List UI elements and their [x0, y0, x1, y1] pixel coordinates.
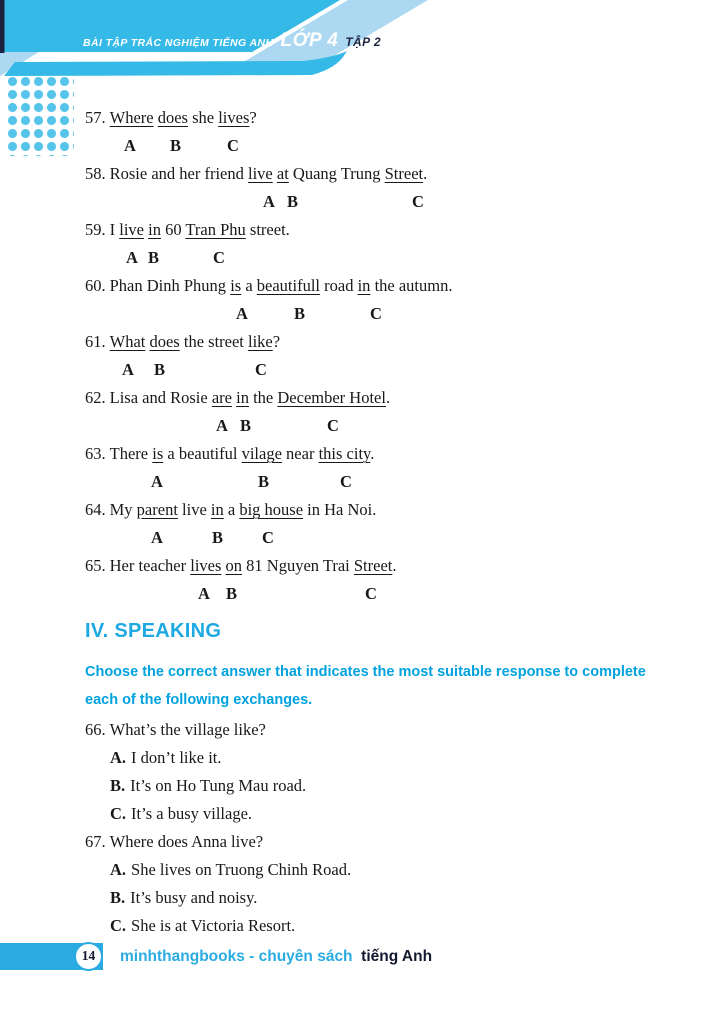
answer-option: [0, 856, 725, 884]
text-segment: 60: [160, 220, 186, 239]
navy-edge-strip: [0, 0, 5, 53]
answer-marker-c: C: [262, 528, 274, 547]
underlined-word: Tran Phu: [185, 220, 246, 239]
answer-marker-row: [0, 412, 725, 440]
answer-marker-a: A: [126, 248, 138, 267]
option-text: It’s a busy village.: [131, 804, 253, 823]
answer-marker-b: B: [240, 416, 252, 435]
text-segment: Her teacher: [109, 556, 191, 575]
text-segment: I: [109, 220, 120, 239]
answer-option: [0, 800, 725, 828]
answer-marker-b: B: [287, 192, 299, 211]
question-text: [85, 384, 390, 412]
text-segment: she: [187, 108, 219, 127]
text-segment: Lisa and Rosie: [109, 388, 212, 407]
answer-marker-row: [0, 188, 725, 216]
answer-marker-a: A: [122, 360, 134, 379]
answer-marker-row: [0, 300, 725, 328]
answer-marker-c: C: [370, 304, 382, 323]
underlined-word: in: [210, 500, 224, 519]
text-segment: Rosie and her friend: [109, 164, 248, 183]
question-number: 61.: [85, 332, 106, 351]
text-segment: Quang Trung: [288, 164, 385, 183]
answer-marker-row: [0, 132, 725, 160]
question-text: Where does Anna live?: [109, 832, 264, 851]
answer-marker-a: A: [263, 192, 275, 211]
option-label: C.: [110, 804, 127, 823]
underlined-word: Street: [384, 164, 424, 183]
underlined-word: What: [109, 332, 146, 351]
instruction-line: each of the following exchanges.: [85, 692, 313, 708]
text-segment: the: [248, 388, 278, 407]
text-segment: a: [223, 500, 240, 519]
answer-marker-b: B: [212, 528, 224, 547]
publisher-brand: [120, 944, 432, 970]
underlined-word: big house: [239, 500, 304, 519]
text-segment: .: [392, 556, 397, 575]
option-text: She lives on Truong Chinh Road.: [131, 860, 352, 879]
text-segment: road: [320, 276, 358, 295]
underlined-word: this city: [318, 444, 371, 463]
answer-marker-c: C: [340, 472, 352, 491]
speaking-section-heading: IV. SPEAKING: [85, 620, 222, 642]
option-label: A.: [110, 748, 127, 767]
option-text: It’s busy and noisy.: [130, 888, 258, 907]
question-text: [85, 552, 397, 580]
answer-marker-a: A: [124, 136, 136, 155]
underlined-word: lives: [190, 556, 222, 575]
text-segment: live: [177, 500, 211, 519]
underlined-word: in: [236, 388, 249, 407]
question-number: 66.: [85, 720, 106, 739]
underlined-word: are: [211, 388, 232, 407]
speaking-instructions: [85, 658, 685, 714]
question-number: 60.: [85, 276, 106, 295]
answer-option: [0, 884, 725, 912]
question-number: 64.: [85, 500, 106, 519]
question-number: 65.: [85, 556, 106, 575]
grammar-question: [0, 552, 725, 608]
question-number: 62.: [85, 388, 106, 407]
answer-marker-a: A: [151, 472, 163, 491]
underlined-word: at: [276, 164, 289, 183]
text-segment: in Ha Noi.: [303, 500, 377, 519]
question-number: 63.: [85, 444, 106, 463]
underlined-word: live: [119, 220, 144, 239]
text-segment: a beautiful: [163, 444, 242, 463]
answer-marker-row: [0, 356, 725, 384]
answer-marker-b: B: [258, 472, 270, 491]
text-segment: .: [423, 164, 428, 183]
grammar-question: [0, 104, 725, 160]
text-segment: ?: [249, 108, 257, 127]
option-label: B.: [110, 888, 126, 907]
answer-marker-row: [0, 468, 725, 496]
underlined-word: Street: [353, 556, 393, 575]
text-segment: 81 Nguyen Trai: [242, 556, 354, 575]
option-label: C.: [110, 916, 127, 935]
underlined-word: December Hotel: [277, 388, 386, 407]
text-segment: .: [385, 388, 391, 407]
instruction-line: Choose the correct answer that indicates the most suitable response to complete: [85, 664, 646, 680]
question-text: [85, 104, 257, 132]
text-segment: a: [241, 276, 257, 295]
text-segment: .: [370, 444, 375, 463]
answer-marker-c: C: [412, 192, 424, 211]
underlined-word: beautifull: [256, 276, 321, 295]
answer-marker-b: B: [154, 360, 166, 379]
grammar-question: [0, 272, 725, 328]
text-segment: the autumn.: [370, 276, 453, 295]
answer-marker-b: B: [294, 304, 306, 323]
question-text: [85, 496, 376, 524]
answer-marker-a: A: [236, 304, 248, 323]
banner-volume: TẬP 2: [345, 35, 381, 49]
grammar-question: [0, 328, 725, 384]
answer-marker-b: B: [148, 248, 160, 267]
answer-marker-row: [0, 244, 725, 272]
speaking-question: [0, 716, 725, 744]
question-text: [85, 272, 452, 300]
question-number: 67.: [85, 832, 106, 851]
answer-marker-c: C: [255, 360, 267, 379]
answer-option: [0, 772, 725, 800]
answer-marker-c: C: [365, 584, 377, 603]
underlined-word: lives: [218, 108, 250, 127]
underlined-word: live: [248, 164, 273, 183]
underlined-word: does: [157, 108, 188, 127]
brand-primary: minhthangbooks - chuyên sách: [120, 948, 353, 965]
grammar-questions: [0, 104, 725, 608]
underlined-word: Where: [109, 108, 154, 127]
text-segment: Phan Dinh Phung: [109, 276, 231, 295]
question-number: 59.: [85, 220, 106, 239]
grammar-question: [0, 496, 725, 552]
banner-grade: LỚP 4: [280, 30, 339, 51]
underlined-word: is: [152, 444, 164, 463]
answer-marker-a: A: [216, 416, 228, 435]
underlined-word: in: [357, 276, 371, 295]
question-text: What’s the village like?: [109, 720, 266, 739]
option-text: It’s on Ho Tung Mau road.: [130, 776, 307, 795]
option-text: She is at Victoria Resort.: [131, 916, 296, 935]
header-banner: [83, 30, 381, 52]
speaking-questions: [0, 716, 725, 940]
text-segment: the street: [179, 332, 248, 351]
answer-marker-b: B: [226, 584, 238, 603]
underlined-word: in: [148, 220, 161, 239]
option-text: I don’t like it.: [131, 748, 222, 767]
grammar-question: [0, 384, 725, 440]
text-segment: ?: [272, 332, 281, 351]
question-number: 58.: [85, 164, 106, 183]
answer-option: [0, 912, 725, 940]
question-text: [85, 440, 374, 468]
underlined-word: vilage: [241, 444, 282, 463]
option-label: B.: [110, 776, 126, 795]
underlined-word: is: [230, 276, 242, 295]
question-number: 57.: [85, 108, 106, 127]
answer-marker-a: A: [151, 528, 163, 547]
banner-series-title: BÀI TẬP TRẮC NGHIỆM TIẾNG ANH: [83, 37, 274, 49]
underlined-word: like: [248, 332, 273, 351]
grammar-question: [0, 216, 725, 272]
question-text: [85, 328, 280, 356]
answer-marker-c: C: [213, 248, 225, 267]
text-segment: street.: [245, 220, 290, 239]
page-number-badge: [74, 942, 103, 971]
grammar-question: [0, 440, 725, 496]
answer-marker-c: C: [327, 416, 339, 435]
answer-option: [0, 744, 725, 772]
page-number: 14: [81, 948, 96, 963]
grammar-question: [0, 160, 725, 216]
answer-marker-row: [0, 580, 725, 608]
underlined-word: on: [225, 556, 243, 575]
underlined-word: does: [149, 332, 180, 351]
underlined-word: parent: [136, 500, 178, 519]
speaking-question: [0, 828, 725, 856]
answer-marker-c: C: [227, 136, 239, 155]
option-label: A.: [110, 860, 127, 879]
text-segment: near: [281, 444, 319, 463]
answer-marker-a: A: [198, 584, 210, 603]
answer-marker-b: B: [170, 136, 182, 155]
brand-secondary: tiếng Anh: [361, 948, 433, 965]
question-text: [85, 216, 290, 244]
text-segment: My: [109, 500, 137, 519]
answer-marker-row: [0, 524, 725, 552]
question-text: [85, 160, 427, 188]
text-segment: There: [109, 444, 153, 463]
